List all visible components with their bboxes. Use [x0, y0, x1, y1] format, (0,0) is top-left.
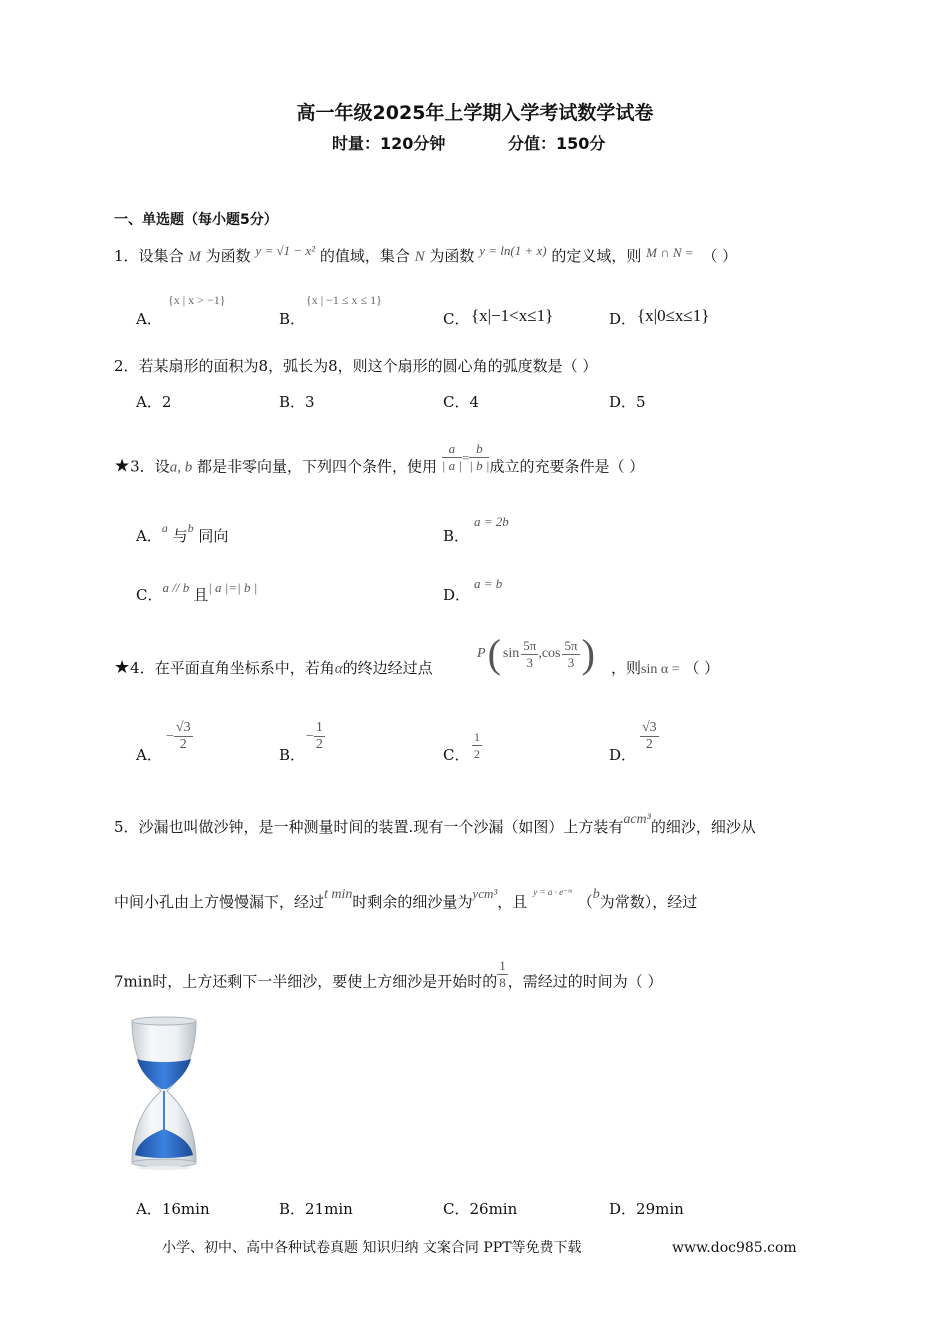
exam-total-score: 分值：150分 — [508, 134, 606, 153]
star-icon: ★ — [114, 455, 131, 477]
q4-option-b-label: B． — [279, 746, 306, 764]
q3-option-b-label: B． — [443, 527, 470, 545]
question-5-line-1: 5．沙漏也叫做沙钟，是一种测量时间的装置.现有一个沙漏（如图）上方装有acm³的细沙，细沙从 — [114, 812, 756, 836]
question-5-line-2: 中间小孔由上方慢慢漏下，经过t min时剩余的细沙量为ycm³，且$^{y = a \cdot e^-ᵇᵗ}$（b为常数），经过 — [114, 886, 698, 911]
unit-vector-a: $\frac{a}{| a |}$ — [441, 441, 462, 473]
q5-option-c: C．26min — [443, 1200, 518, 1218]
set-m: M — [188, 249, 201, 265]
unit-vector-b: $\frac{b}{| b |}$ — [469, 441, 490, 473]
q3-option-c: C．a // b 且| a |=| b | — [136, 580, 258, 604]
set-n: N — [414, 249, 425, 265]
decay-formula: y = a · e⁻ᵇᵗ — [533, 887, 572, 897]
q1-option-a-label: A． — [136, 310, 162, 328]
point-p-expr: P ( sin $\frac{5\pi}{3}$ ,cos $\frac{5\pi}{3}$ ) — [477, 631, 595, 676]
footer-text: 小学、初中、高中各种试卷真题 知识归纳 文案合同 PPT等免费下载 — [162, 1240, 582, 1256]
q5-option-d: D．29min — [609, 1200, 684, 1218]
q1-option-b: {x | −1 ≤ x ≤ 1} — [306, 293, 382, 307]
q4-option-c-label: C． — [443, 746, 470, 764]
q3-option-a: A．$^a$ 与$^b$ 同向 — [136, 521, 229, 545]
q2-option-b: B．3 — [279, 393, 315, 411]
q5-option-a: A．16min — [136, 1200, 210, 1218]
hourglass-icon — [124, 1015, 204, 1170]
formula-sqrt: y = √1 − x² — [255, 243, 316, 258]
q2-option-a: A．2 — [136, 393, 172, 411]
q3-option-d-label: D． — [443, 586, 471, 604]
q2-option-d: D．5 — [609, 393, 646, 411]
q4-option-d: $\frac{√3}{2}$ — [642, 720, 657, 752]
intersection-expr: M ∩ N = — [646, 245, 694, 260]
q1-option-d: {x|0≤x≤1} — [637, 306, 710, 325]
section-heading: 一、单选题（每小题5分） — [114, 212, 278, 228]
q1-option-c-label: C． — [443, 310, 470, 328]
q2-option-c: C．4 — [443, 393, 480, 411]
hourglass-image — [124, 1015, 204, 1170]
question-4: ★4．在平面直角坐标系中，若角α的终边经过点 — [114, 657, 433, 678]
q1-option-c: {x|−1<x≤1} — [471, 306, 554, 325]
q1-option-a: {x | x > −1} — [168, 293, 226, 307]
q3-option-b: a = 2b — [474, 514, 509, 529]
q4-option-a: − $\frac{√3}{2}$ — [166, 720, 191, 752]
question-1: 1．设集合 M 为函数 y = √1 − x² 的值域，集合 N 为函数 y = ln(1 + x) 的定义域，则 M ∩ N = （ ） — [114, 243, 738, 265]
q4-option-b: − $\frac{1}{2}$ — [306, 720, 323, 752]
exam-title: 高一年级2025年上学期入学考试数学试卷 — [296, 102, 654, 124]
question-4-end: ，则sin α = （ ） — [611, 659, 720, 677]
q3-option-d: a = b — [474, 576, 503, 591]
formula-ln: y = ln(1 + x) — [479, 243, 547, 258]
q4-option-d-label: D． — [609, 746, 637, 764]
q4-option-a-label: A． — [136, 746, 162, 764]
q5-option-b: B．21min — [279, 1200, 353, 1218]
q4-option-c: $\frac{1}{2}$ — [474, 730, 480, 761]
star-icon: ★ — [114, 657, 131, 678]
question-2: 2．若某扇形的面积为8，弧长为8，则这个扇形的圆心角的弧度数是（ ） — [114, 357, 598, 375]
question-5-line-3: 7min时，上方还剩下一半细沙，要使上方细沙是开始时的 $\frac{1}{8}$ ，需经过的时间为（ ） — [114, 958, 663, 991]
exam-duration: 时量：120分钟 — [332, 134, 446, 153]
q1-option-d-label: D． — [609, 310, 637, 328]
q1-option-b-label: B． — [279, 310, 306, 328]
footer-url-link[interactable]: www.doc985.com — [672, 1240, 797, 1256]
fraction-one-eighth: $\frac{1}{8}$ — [499, 958, 506, 990]
question-3: ★3．设a, b 都是非零向量，下列四个条件，使用 $\frac{a}{| a |}$ = $\frac{b}{| b |}$ 成立的充要条件是（ ） — [114, 441, 645, 477]
